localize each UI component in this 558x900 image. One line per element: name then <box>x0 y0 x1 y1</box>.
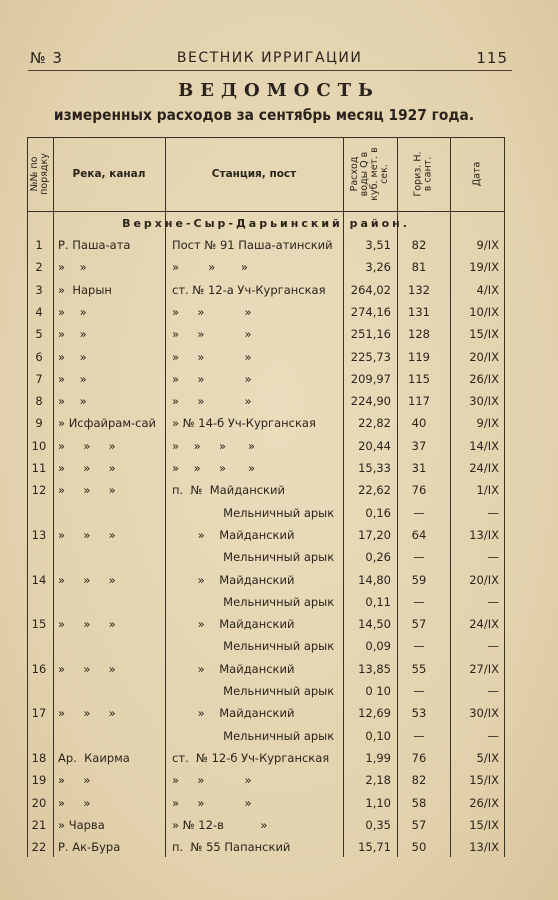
river-cell: Р. Ак-Бура <box>58 840 121 855</box>
discharge-cell: 0,09 <box>365 639 391 654</box>
water-level-cell: 76 <box>411 750 427 765</box>
water-level-cell: 119 <box>408 349 430 364</box>
station-cell: ст. № 12-а Уч-Курганская <box>172 282 326 297</box>
water-level-cell: 81 <box>411 260 427 275</box>
water-level-cell: 53 <box>411 706 427 721</box>
station-cell: Мельничный арык <box>172 505 335 520</box>
station-cell: » Майданский <box>172 527 295 542</box>
river-cell: » » <box>58 394 87 409</box>
river-cell: Ар. Каирма <box>58 750 130 765</box>
date-cell: 5/IX <box>476 750 499 765</box>
row-number: 1 <box>35 238 43 252</box>
water-level-cell: 37 <box>411 438 427 453</box>
river-cell: » » <box>58 371 87 386</box>
table-row <box>27 257 505 279</box>
river-cell: » » » <box>58 706 116 721</box>
date-cell: 10/IX <box>469 304 499 319</box>
header-bottom-border <box>27 211 505 212</box>
row-number: 5 <box>35 327 43 342</box>
page-number: 115 <box>476 49 508 67</box>
discharge-cell: 14,80 <box>358 572 391 587</box>
table-row <box>27 703 505 725</box>
row-number: 4 <box>35 304 43 319</box>
discharge-cell: 20,44 <box>358 438 391 453</box>
river-cell: Р. Паша-ата <box>58 238 131 252</box>
water-level-cell: 115 <box>408 371 430 386</box>
station-cell: Мельничный арык <box>172 684 335 698</box>
river-cell: » Нарын <box>58 282 112 297</box>
station-cell: » Майданский <box>172 572 295 587</box>
water-level-cell: — <box>413 505 425 520</box>
discharge-cell: 13,85 <box>358 661 391 676</box>
discharge-cell: 22,82 <box>358 416 391 431</box>
water-level-cell: 132 <box>408 282 430 297</box>
discharge-table <box>27 137 505 857</box>
table-row <box>27 659 505 681</box>
water-level-cell: 50 <box>411 840 427 855</box>
row-number: 16 <box>31 661 47 676</box>
river-cell: » » » <box>58 483 116 498</box>
table-row <box>27 480 505 502</box>
date-cell: 4/IX <box>476 282 499 297</box>
water-level-cell: 57 <box>411 817 427 832</box>
water-level-cell: — <box>413 594 425 609</box>
station-cell: » Майданский <box>172 661 295 676</box>
date-cell: 30/IX <box>469 394 499 409</box>
river-cell: » Чарва <box>58 817 105 832</box>
discharge-cell: 0,11 <box>365 594 391 609</box>
document-subtitle: измеренных расходов за сентябрь месяц 1927 года. <box>53 106 475 124</box>
row-number: 9 <box>35 416 43 431</box>
river-cell: » » » <box>58 661 116 676</box>
row-number: 20 <box>31 795 47 810</box>
station-cell: п. № 55 Папанский <box>172 840 291 855</box>
table-row <box>27 681 505 703</box>
station-cell: » № 14-б Уч-Курганская <box>172 416 316 431</box>
river-cell: » » » <box>58 461 116 475</box>
row-number: 17 <box>31 706 47 721</box>
col-header-river: Река, канал <box>72 168 146 180</box>
col-header-date: Дата <box>470 161 482 187</box>
date-cell: 20/IX <box>469 572 499 587</box>
date-cell: — <box>487 505 499 520</box>
water-level-cell: — <box>413 728 425 743</box>
date-cell: — <box>487 550 499 565</box>
row-number: 22 <box>31 840 47 855</box>
table-row <box>27 636 505 658</box>
river-cell: » » <box>58 304 87 319</box>
row-number: 15 <box>31 617 47 632</box>
water-level-cell: — <box>413 684 425 698</box>
station-cell: » № 12-в » <box>172 817 268 832</box>
table-row <box>27 793 505 815</box>
station-cell: Мельничный арык <box>172 728 335 743</box>
date-cell: — <box>487 639 499 654</box>
station-cell: » » » <box>172 795 252 810</box>
row-number: 12 <box>31 483 47 498</box>
water-level-cell: — <box>413 639 425 654</box>
river-cell: » Исфайрам-сай <box>58 416 156 431</box>
river-cell: » » <box>58 349 87 364</box>
station-cell: » » » <box>172 260 248 275</box>
discharge-cell: 224,90 <box>350 394 391 409</box>
col-header-station: Станция, пост <box>211 168 297 180</box>
water-level-cell: 117 <box>408 394 430 409</box>
station-cell: » » » » <box>172 461 255 475</box>
date-cell: 24/IX <box>469 461 499 475</box>
table-row <box>27 436 505 458</box>
station-cell: » » » <box>172 304 252 319</box>
station-cell: п. № Майданский <box>172 483 285 498</box>
water-level-cell: — <box>413 550 425 565</box>
discharge-cell: 251,16 <box>350 327 391 342</box>
table-row <box>27 324 505 346</box>
discharge-cell: 0,26 <box>365 550 391 565</box>
discharge-cell: 15,71 <box>358 840 391 855</box>
table-row <box>27 280 505 302</box>
discharge-cell: 12,69 <box>358 706 391 721</box>
date-cell: 20/IX <box>469 349 499 364</box>
table-row <box>27 837 505 859</box>
station-cell: » Майданский <box>172 706 295 721</box>
date-cell: 13/IX <box>469 840 499 855</box>
date-cell: 1/IX <box>476 483 499 498</box>
discharge-cell: 22,62 <box>358 483 391 498</box>
date-cell: 24/IX <box>469 617 499 632</box>
station-cell: » » » » <box>172 438 255 453</box>
discharge-cell: 0,35 <box>365 817 391 832</box>
station-cell: » » » <box>172 371 252 386</box>
row-number: 3 <box>35 282 43 297</box>
water-level-cell: 82 <box>411 238 427 252</box>
journal-title: ВЕСТНИК ИРРИГАЦИИ <box>176 50 363 66</box>
station-cell: Мельничный арык <box>172 594 335 609</box>
row-number: 10 <box>31 438 47 453</box>
discharge-cell: 209,97 <box>350 371 391 386</box>
water-level-cell: 40 <box>411 416 427 431</box>
table-row <box>27 458 505 480</box>
discharge-cell: 0,10 <box>365 728 391 743</box>
station-cell: Мельничный арык <box>172 550 335 565</box>
water-level-cell: 76 <box>411 483 427 498</box>
date-cell: 13/IX <box>469 527 499 542</box>
row-number: 13 <box>31 527 47 542</box>
table-row <box>27 347 505 369</box>
water-level-cell: 55 <box>411 661 427 676</box>
discharge-cell: 1,10 <box>365 795 391 810</box>
station-cell: Мельничный арык <box>172 639 335 654</box>
row-number: 7 <box>35 371 43 386</box>
table-row <box>27 570 505 592</box>
discharge-cell: 15,33 <box>358 461 391 475</box>
date-cell: 9/IX <box>476 238 499 252</box>
col-header-discharge: Расход воды Q в куб. мет. в сек. <box>349 147 390 201</box>
water-level-cell: 31 <box>411 461 427 475</box>
date-cell: 14/IX <box>469 438 499 453</box>
discharge-cell: 2,18 <box>365 773 391 788</box>
table-row <box>27 726 505 748</box>
running-header <box>30 48 508 68</box>
discharge-cell: 3,51 <box>365 238 391 252</box>
discharge-cell: 3,26 <box>365 260 391 275</box>
discharge-cell: 14,50 <box>358 617 391 632</box>
row-number: 11 <box>31 461 47 475</box>
date-cell: 26/IX <box>469 795 499 810</box>
water-level-cell: 58 <box>411 795 427 810</box>
station-cell: » » » <box>172 349 252 364</box>
row-number: 8 <box>35 394 43 409</box>
water-level-cell: 128 <box>408 327 430 342</box>
table-row <box>27 592 505 614</box>
river-cell: » » » <box>58 572 116 587</box>
discharge-cell: 225,73 <box>350 349 391 364</box>
date-cell: 15/IX <box>469 817 499 832</box>
table-row <box>27 547 505 569</box>
date-cell: 9/IX <box>476 416 499 431</box>
discharge-cell: 274,16 <box>350 304 391 319</box>
discharge-cell: 17,20 <box>358 527 391 542</box>
river-cell: » » » <box>58 527 116 542</box>
water-level-cell: 82 <box>411 773 427 788</box>
table-row <box>27 770 505 792</box>
river-cell: » » <box>58 327 87 342</box>
date-cell: — <box>487 684 499 698</box>
discharge-cell: 1,99 <box>365 750 391 765</box>
row-number: 19 <box>31 773 47 788</box>
date-cell: 15/IX <box>469 327 499 342</box>
river-cell: » » <box>58 795 91 810</box>
table-row <box>27 391 505 413</box>
table-row <box>27 369 505 391</box>
river-cell: » » <box>58 773 91 788</box>
discharge-cell: 0 10 <box>365 684 391 698</box>
document-title: ВЕДОМОСТЬ <box>178 80 380 101</box>
date-cell: 27/IX <box>469 661 499 676</box>
row-number: 21 <box>31 817 47 832</box>
date-cell: — <box>487 728 499 743</box>
water-level-cell: 59 <box>411 572 427 587</box>
table-row <box>27 525 505 547</box>
row-number: 18 <box>31 750 47 765</box>
station-cell: Пост № 91 Паша-атинский <box>172 238 333 252</box>
water-level-cell: 131 <box>408 304 430 319</box>
date-cell: 30/IX <box>469 706 499 721</box>
water-level-cell: 64 <box>411 527 427 542</box>
col-header-num: №№ по порядку <box>29 153 51 195</box>
table-row <box>27 748 505 770</box>
col-header-level: Гориз. Н. в сант. <box>412 151 434 197</box>
water-level-cell: 57 <box>411 617 427 632</box>
table-row <box>27 815 505 837</box>
table-row <box>27 302 505 324</box>
table-row <box>27 235 505 257</box>
river-cell: » » » <box>58 438 116 453</box>
header-rule <box>28 70 512 71</box>
date-cell: — <box>487 594 499 609</box>
discharge-cell: 264,02 <box>350 282 391 297</box>
station-cell: » » » <box>172 394 252 409</box>
date-cell: 19/IX <box>469 260 499 275</box>
discharge-cell: 0,16 <box>365 505 391 520</box>
row-number: 2 <box>35 260 43 275</box>
station-cell: » » » <box>172 773 252 788</box>
table-row <box>27 614 505 636</box>
date-cell: 26/IX <box>469 371 499 386</box>
date-cell: 15/IX <box>469 773 499 788</box>
station-cell: » » » <box>172 327 252 342</box>
table-row <box>27 413 505 435</box>
station-cell: ст. № 12-б Уч-Курганская <box>172 750 330 765</box>
row-number: 14 <box>31 572 47 587</box>
river-cell: » » <box>58 260 87 275</box>
district-heading: Верхне-Сыр-Дарьинский район. <box>122 217 410 230</box>
row-number: 6 <box>35 349 43 364</box>
station-cell: » Майданский <box>172 617 295 632</box>
river-cell: » » » <box>58 617 116 632</box>
issue-number: № 3 <box>30 49 63 67</box>
table-row <box>27 503 505 525</box>
